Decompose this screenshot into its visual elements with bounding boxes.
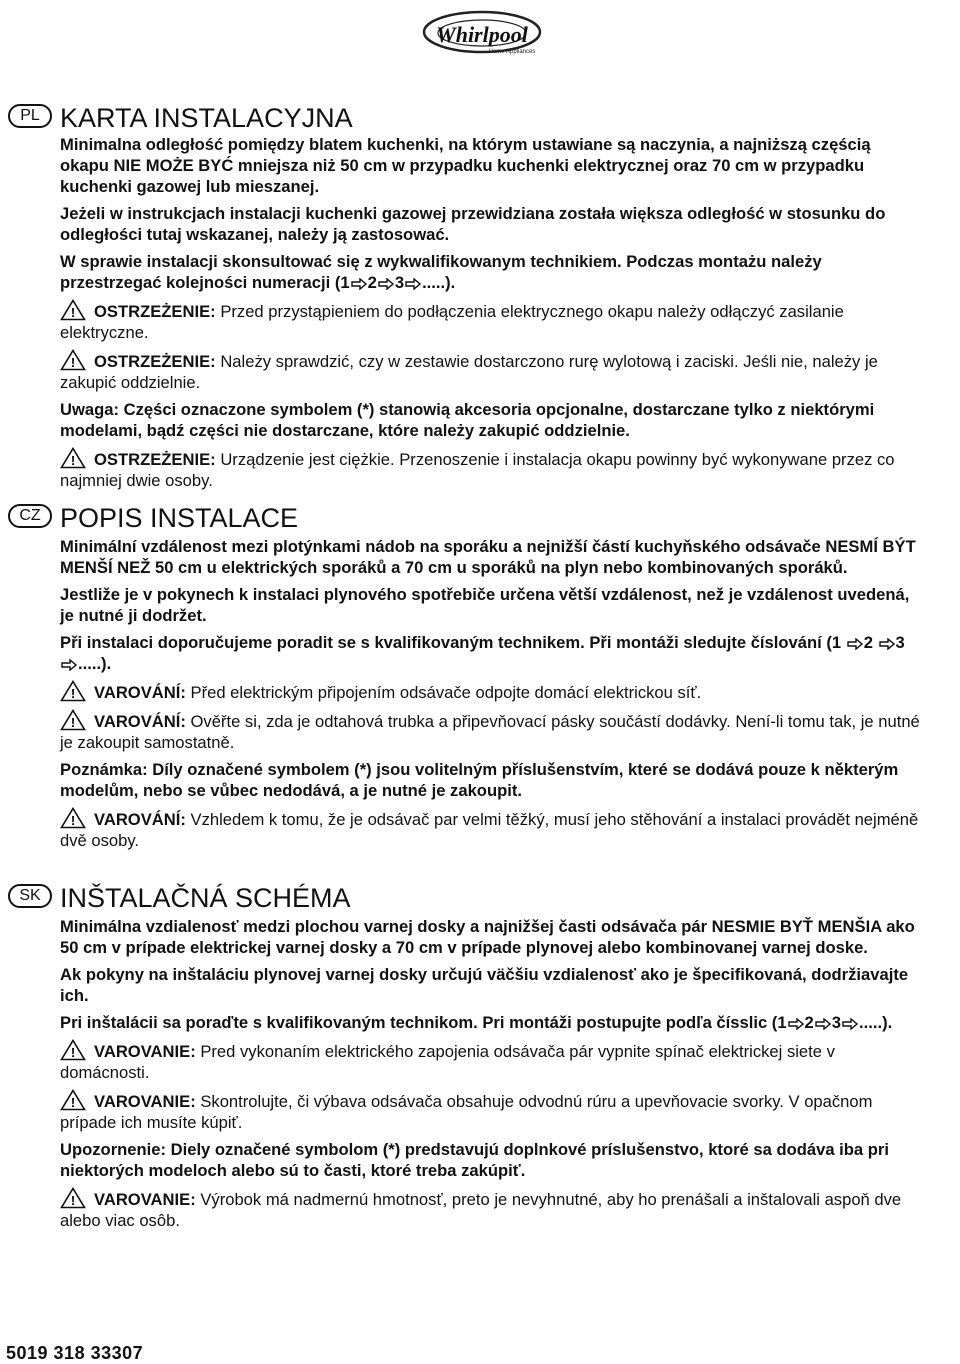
brand-sub: Home Appliances — [488, 49, 536, 55]
warning-triangle-icon — [60, 1039, 86, 1061]
arrow-right-icon — [879, 638, 895, 650]
section-body-pl — [60, 134, 920, 497]
arrow-right-icon — [815, 1018, 831, 1030]
section-body-cz — [60, 536, 920, 857]
paragraph-min-distance: Minimalna odległość pomiędzy blatem kuchenki, na którym ustawiane są naczynia, a najniższą częścią okapu NIE MOŻE BYĆ mniejsza niż 50 cm w przypadku kuchenki elektrycznej oraz 70 cm w przypadku kuchenki gazowej lub mieszanej. — [60, 135, 871, 196]
warning-parts: ! VAROVANIE: Skontrolujte, či výbava odsávača obsahuje odvodnú rúru a upevňovacie svorky. V opačnom prípade ich musíte kúpiť. — [60, 1089, 920, 1133]
svg-text:!: ! — [70, 686, 76, 701]
warning-triangle-icon — [60, 680, 86, 702]
warning-triangle-icon — [60, 807, 86, 829]
warning-triangle-icon — [60, 349, 86, 371]
warning-parts: ! VAROVÁNÍ: Ověřte si, zda je odtahová trubka a připevňovací pásky součástí dodávky. Není-li tomu tak, je nutné je zakoupit samostatně. — [60, 709, 920, 753]
warning-electrical: ! OSTRZEŻENIE: Przed przystąpieniem do podłączenia elektrycznego okapu należy odłączyć zasilanie elektryczne. — [60, 299, 920, 343]
whirlpool-logo — [420, 6, 544, 68]
warning-triangle-icon — [60, 1187, 86, 1209]
section-title-sk: INŠTALAČNÁ SCHÉMA — [60, 883, 351, 913]
warning-triangle-icon — [60, 709, 86, 731]
svg-text:!: ! — [70, 355, 76, 370]
warning-triangle-icon — [60, 1089, 86, 1111]
arrow-right-icon — [405, 278, 421, 290]
arrow-right-icon — [842, 1018, 858, 1030]
arrow-right-icon — [61, 659, 77, 671]
lang-badge-pl: PL — [8, 104, 52, 128]
warning-triangle-icon — [60, 299, 86, 321]
warning-triangle-icon — [60, 447, 86, 469]
svg-text:!: ! — [70, 453, 76, 468]
warning-heavy: ! OSTRZEŻENIE: Urządzenie jest ciężkie. Przenoszenie i instalacja okapu powinny być wykonywane przez co najmniej dwie osoby. — [60, 447, 920, 491]
paragraph-gas-instructions: Jeżeli w instrukcjach instalacji kuchenki gazowej przewidziana została większa odległość w stosunku do odległości tutaj wskazanej, należy ją zastosować. — [60, 204, 886, 244]
lang-badge-cz: CZ — [8, 504, 52, 528]
section-title-cz: POPIS INSTALACE — [60, 503, 299, 533]
arrow-right-icon — [351, 278, 367, 290]
section-body-sk — [60, 916, 920, 1237]
svg-text:!: ! — [70, 1193, 76, 1208]
paragraph-min-distance: Minimálna vzdialenosť medzi plochou varnej dosky a najnižšej časti odsávača pár NESMIE BYŤ MENŠIA ako 50 cm v prípade elektrickej varnej dosky a 70 cm v prípade plynovej alebo kombinovanej varnej doske. — [60, 917, 915, 957]
arrow-right-icon — [788, 1018, 804, 1030]
warning-electrical: ! VAROVÁNÍ: Před elektrickým připojením odsávače odpojte domácí elektrickou síť. — [60, 680, 920, 703]
note-optional-parts: Upozornenie: Diely označené symbolom (*) predstavujú doplnkové príslušenstvo, ktoré sa dodáva iba pri niektorých modeloch alebo sú to časti, ktoré treba zakúpiť. — [60, 1140, 889, 1180]
paragraph-min-distance: Minimální vzdálenost mezi plotýnkami nádob na sporáku a nejnižší částí kuchyňského odsávače NESMÍ BÝT MENŠÍ NEŽ 50 cm u elektrických sporáků a 70 cm u sporáků na plyn nebo kombinovaných sporáků. — [60, 537, 916, 577]
svg-text:!: ! — [70, 1095, 76, 1110]
lang-badge-sk: SK — [8, 884, 52, 908]
paragraph-gas-instructions: Ak pokyny na inštaláciu plynovej varnej dosky určujú väčšiu vzdialenosť ako je špecifikovaná, dodržiavajte ich. — [60, 965, 909, 1005]
svg-text:!: ! — [70, 305, 76, 320]
arrow-right-icon — [378, 278, 394, 290]
brand-name: Whirlpool — [436, 22, 528, 47]
section-title-pl: KARTA INSTALACYJNA — [60, 103, 353, 133]
svg-text:!: ! — [70, 1045, 76, 1060]
warning-heavy: ! VAROVANIE: Výrobok má nadmernú hmotnosť, preto je nevyhnutné, aby ho prenášali a inštalovali aspoň dve alebo viac osôb. — [60, 1187, 920, 1231]
arrow-right-icon — [847, 638, 863, 650]
document-code: 5019 318 33307 — [6, 1343, 144, 1363]
warning-parts: ! OSTRZEŻENIE: Należy sprawdzić, czy w zestawie dostarczono rurę wylotową i zaciski. Jeśli nie, należy je zakupić oddzielnie. — [60, 349, 920, 393]
note-optional-parts: Uwaga: Części oznaczone symbolem (*) stanowią akcesoria opcjonalne, dostarczane tylko z niektórymi modelami, bądź części nie dostarczane, które należy zakupić oddzielnie. — [60, 400, 875, 440]
paragraph-technician: Při instalaci doporučujeme poradit se s kvalifikovaným technikem. Při montáži sledujte číslování (1 2 3 .....). — [60, 633, 905, 673]
note-optional-parts: Poznámka: Díly označené symbolem (*) jsou volitelným příslušenstvím, které se dodává pouze k některým modelům, nebo se vůbec nedodává, a je nutné je zakoupit. — [60, 760, 899, 800]
paragraph-gas-instructions: Jestliže je v pokynech k instalaci plynového spotřebiče určena větší vzdálenost, než je vzdálenost uvedená, je nutné ji dodržet. — [60, 585, 910, 625]
svg-text:!: ! — [70, 715, 76, 730]
svg-text:!: ! — [70, 813, 76, 828]
paragraph-technician: Pri inštalácii sa poraďte s kvalifikovaným technikom. Pri montáži postupujte podľa čísslic (1 2 3 .....). — [60, 1013, 893, 1032]
paragraph-technician: W sprawie instalacji skonsultować się z wykwalifikowanym technikiem. Podczas montażu należy przestrzegać kolejności numeracji (1 2 3 .....). — [60, 252, 822, 292]
warning-heavy: ! VAROVÁNÍ: Vzhledem k tomu, že je odsávač par velmi těžký, musí jeho stěhování a instalaci provádět nejméně dvě osoby. — [60, 807, 920, 851]
warning-electrical: ! VAROVANIE: Pred vykonaním elektrického zapojenia odsávača pár vypnite spínač elektrickej siete v domácnosti. — [60, 1039, 920, 1083]
